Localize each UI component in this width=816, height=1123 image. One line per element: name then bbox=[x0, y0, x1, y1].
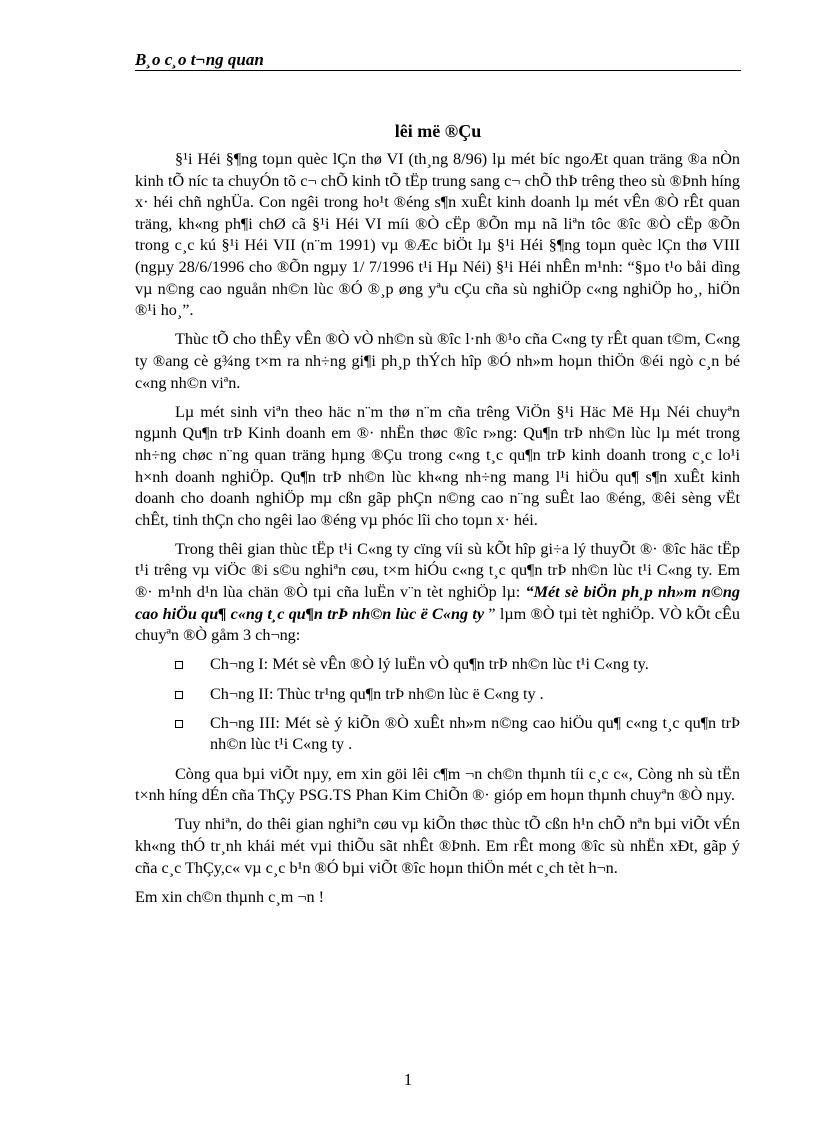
square-bullet-icon bbox=[175, 661, 183, 669]
header-rule bbox=[135, 70, 741, 71]
chapter-text: Ch¬ng II: Thùc tr¹ng qu¶n trÞ nh©n lùc ë C«ng ty . bbox=[210, 684, 544, 703]
page-number: 1 bbox=[403, 1070, 413, 1089]
document-body bbox=[135, 149, 740, 916]
chapter-item bbox=[135, 713, 740, 756]
thesis-topic: “Mét sè biÖn ph¸p nh»m n©ng cao hiÖu qu¶ c«ng t¸c qu¶n trÞ nh©n lùc ë C«ng ty bbox=[135, 583, 741, 623]
chapter-list bbox=[135, 654, 740, 756]
running-header: B¸o c¸o t¬ng quan bbox=[135, 50, 264, 69]
chapter-item bbox=[135, 684, 740, 706]
chapter-text: Ch¬ng III: Mét sè ý kiÕn ®Ò xuÊt nh»m n©ng cao hiÖu qu¶ c«ng t¸c qu¶n trÞ nh©n lùc t¹i C«ng ty . bbox=[210, 713, 740, 754]
paragraph-1: §¹i Héi §¶ng toµn quèc lÇn thø VI (th¸ng 8/96) lµ mét bíc ngoÆt quan träng ®a nÒn kinh tÕ níc ta chuyÓn tõ c¬ chÕ kinh tÕ tËp trung sang c¬ chÕ thÞ trêng theo sù ®Þnh híng x· héi chñ nghÜa. Con ngêi trong ho¹t ®éng s¶n xuÊt kinh doanh lµ mét vÊn ®Ò rÊt quan träng, kh«ng ph¶i chØ cã §¹i Héi VI míi ®Ò cËp ®Õn mµ nã liªn tôc ®îc ®Ò cËp ®Õn trong c¸c kú §¹i Héi VII (n¨m 1991) vµ ®Æc biÖt lµ §¹i Héi §¶ng toµn quèc lÇn thø VIII (ngµy 28/6/1996 cho ®Õn ngµy 1/ 7/1996 t¹i Hµ Néi) §¹i Héi nhÊn m¹nh: “§µo t¹o båi dìng vµ n©ng cao nguån nh©n lùc ®Ó ®¸p øng yªu cÇu cña sù nghiÖp c«ng nghiÖp ho¸, hiÖn ®¹i ho¸”. bbox=[135, 150, 740, 320]
topic-intro-text: Trong thêi gian thùc tËp t¹i C«ng ty cïng víi sù kÕt hîp gi÷a lý thuyÕt ®· ®îc häc tËp t¹i trêng vµ viÖc ®i s©u nghiªn cøu, t×m hiÓu c«ng t¸c qu¶n trÞ nh©n lùc t¹i C«ng ty. Em ®· m¹nh d¹n lùa chän ®Ò tµi cña luËn v¨n tèt nghiÖp lµ: bbox=[135, 539, 740, 602]
paragraph-3: Lµ mét sinh viªn theo häc n¨m thø n¨m cña trêng ViÖn §¹i Häc Më Hµ Néi chuyªn ngµnh Qu¶n trÞ Kinh doanh em ®· nhËn thøc ®îc r»ng: Qu¶n trÞ nh©n lùc lµ mét trong nh÷ng chøc n¨ng quan träng hµng ®Çu trong c«ng t¸c qu¶n trÞ kinh doanh trong c¸c lo¹i h×nh doanh nghiÖp. Qu¶n trÞ nh©n lùc kh«ng nh÷ng mang l¹i hiÖu qu¶ s¶n xuÊt kinh doanh cho doanh nghiÖp mµ cßn gãp phÇn n©ng cao n¨ng suÊt lao ®éng, ®êi sèng vËt chÊt, tinh thÇn cho ngêi lao ®éng vµ phóc lîi cho toµn x· héi. bbox=[135, 402, 740, 529]
square-bullet-icon bbox=[175, 691, 183, 699]
signoff: Em xin ch©n thµnh c¸m ¬n ! bbox=[135, 887, 325, 906]
chapter-item bbox=[135, 654, 740, 676]
page-title: lêi më ®Çu bbox=[394, 121, 482, 141]
chapter-text: Ch¬ng I: Mét sè vÊn ®Ò lý luËn vÒ qu¶n trÞ nh©n lùc t¹i C«ng ty. bbox=[210, 655, 649, 674]
topic-outro-text: ” lµm ®Ò tµi tèt nghiÖp. VÒ kÕt cÊu chuyªn ®Ò gåm 3 ch¬ng: bbox=[135, 604, 740, 645]
paragraph-2: Thùc tÕ cho thÊy vÊn ®Ò vÒ nh©n sù ®îc l·nh ®¹o cña C«ng ty rÊt quan t©m, C«ng ty ®ang cè g¾ng t×m ra nh÷ng gi¶i ph¸p thÝch hîp ®Ó nh»m hoµn thiÖn ®éi ngò c¸n bé c«ng nh©n viªn. bbox=[135, 330, 740, 392]
square-bullet-icon bbox=[175, 720, 183, 728]
topic-paragraph bbox=[135, 539, 740, 647]
limitations-paragraph: Tuy nhiªn, do thêi gian nghiªn cøu vµ kiÕn thøc thùc tÕ cßn h¹n chÕ nªn bµi viÕt vÉn kh«ng thÓ tr¸nh khái mét vµi thiÕu sãt nhÊt ®Þnh. Em rÊt mong ®îc sù nhËn xÐt, gãp ý cña c¸c ThÇy,c« vµ c¸c b¹n ®Ó bµi viÕt ®îc hoµn thiÖn mét c¸ch tèt h¬n. bbox=[135, 815, 740, 877]
acknowledgement-paragraph: Còng qua bµi viÕt nµy, em xin göi lêi c¶m ¬n ch©n thµnh tíi c¸c c«, Còng nh sù tËn t×nh híng dÉn cña ThÇy PSG.TS Phan Kim ChiÕn ®· gióp em hoµn thµnh chuyªn ®Ò nµy. bbox=[135, 764, 740, 805]
